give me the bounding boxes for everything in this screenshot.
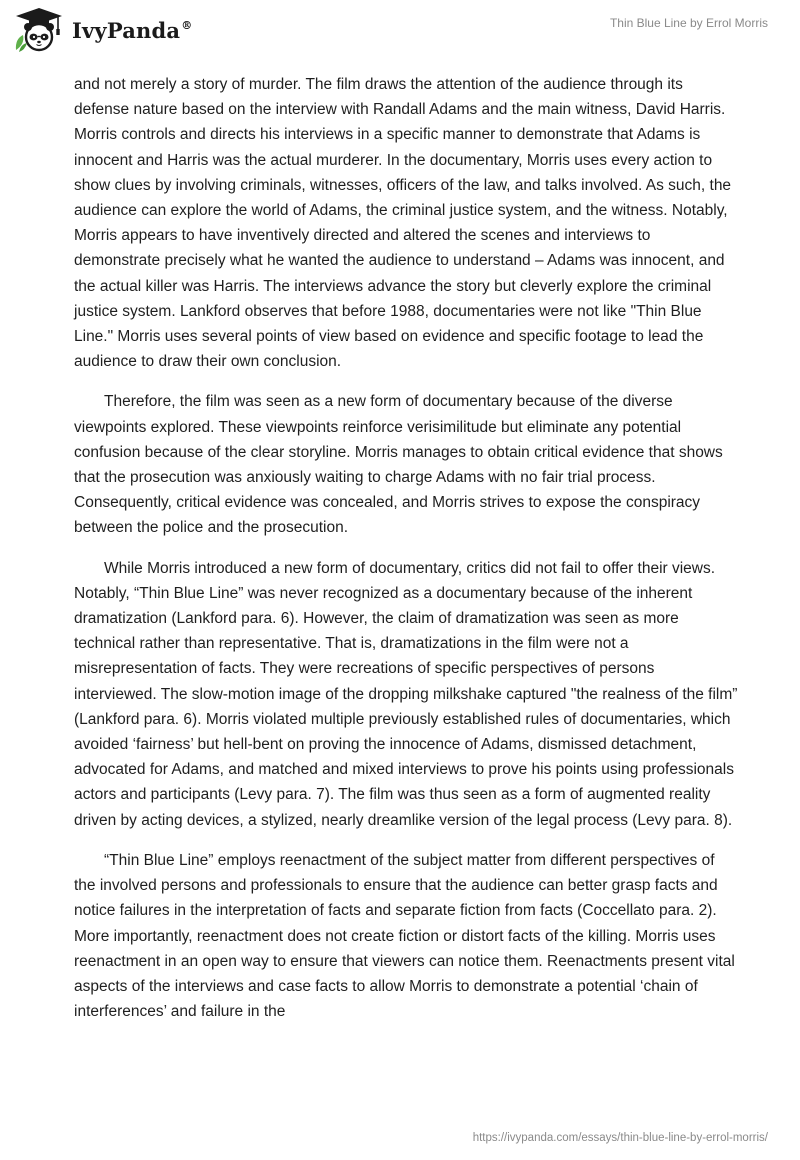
- paragraph-3: While Morris introduced a new form of documentary, critics did not fail to offer their views. Notably, “Thin Blue Line” was never recognized as a documentary because of the inherent dramatization (Lankford para. 6). However, the claim of dramatization was seen as more technical rather than representative. That is, dramatizations in the film were not a misrepresentation of facts. They were recreations of specific perspectives of persons interviewed. The slow-motion image of the dropping milkshake captured "the realness of the film” (Lankford para. 6). Morris violated multiple previously established rules of documentaries, which avoided ‘fairness’ but hell-bent on proving the innocence of Adams, dismissed detachment, advocated for Adams, and matched and mixed interviews to prove his points using professionals actors and participants (Levy para. 7). The film was thus seen as a form of augmented reality driven by acting devices, a stylized, nearly dreamlike version of the legal process (Levy para. 8).: [74, 559, 738, 829]
- brand-name: IvyPanda®: [72, 17, 193, 43]
- registered-mark: ®: [181, 18, 193, 32]
- essay-body: [74, 72, 738, 1039]
- document-title: Thin Blue Line by Errol Morris: [609, 16, 768, 30]
- paragraph-4: “Thin Blue Line” employs reenactment of the subject matter from different perspectives of the involved persons and professionals to ensure that the audience can better grasp facts and notice failures in the interpretation of facts and separate fiction from facts (Coccellato para. 2). More importantly, reenactment does not create fiction or distort facts of the killing. Morris uses reenactment in an open way to ensure that viewers can notice them. Reenactments present vital aspects of the interviews and case facts to allow Morris to demonstrate a potential ‘chain of interferences’ and failure in the: [74, 851, 735, 1021]
- page-header: [0, 0, 800, 60]
- paragraph-2: Therefore, the film was seen as a new form of documentary because of the diverse viewpoints explored. These viewpoints reinforce verisimilitude but eliminate any potential confusion because of the clear storyline. Morris manages to obtain critical evidence that shows that the prosecution was anxiously waiting to charge Adams with no fair trial process. Consequently, critical evidence was concealed, and Morris strives to expose the conspiracy between the police and the prosecution.: [74, 393, 723, 537]
- ivypanda-logo[interactable]: [12, 6, 192, 54]
- source-url-link[interactable]: https://ivypanda.com/essays/thin-blue-line-by-errol-morris/: [472, 1132, 768, 1144]
- panda-graduate-logo-icon: [12, 6, 66, 54]
- paragraph-1: and not merely a story of murder. The film draws the attention of the audience through its defense nature based on the interview with Randall Adams and the main witness, David Harris. Morris controls and directs his interviews in a specific manner to demonstrate that Adams is innocent and Harris was the actual murderer. In the documentary, Morris uses every action to show clues by involving criminals, witnesses, officers of the law, and talks involved. As such, the audience can explore the world of Adams, the criminal justice system, and the witness. Notably, Morris appears to have inventively directed and altered the scenes and interviews to demonstrate precisely what he wanted the audience to understand – Adams was innocent, and the actual killer was Harris. The interviews advance the story but cleverly explore the criminal justice system. Lankford observes that before 1988, documentaries were not like "Thin Blue Line." Morris uses several points of view based on evidence and specific footage to lead the audience to draw their own conclusion.: [74, 76, 732, 371]
